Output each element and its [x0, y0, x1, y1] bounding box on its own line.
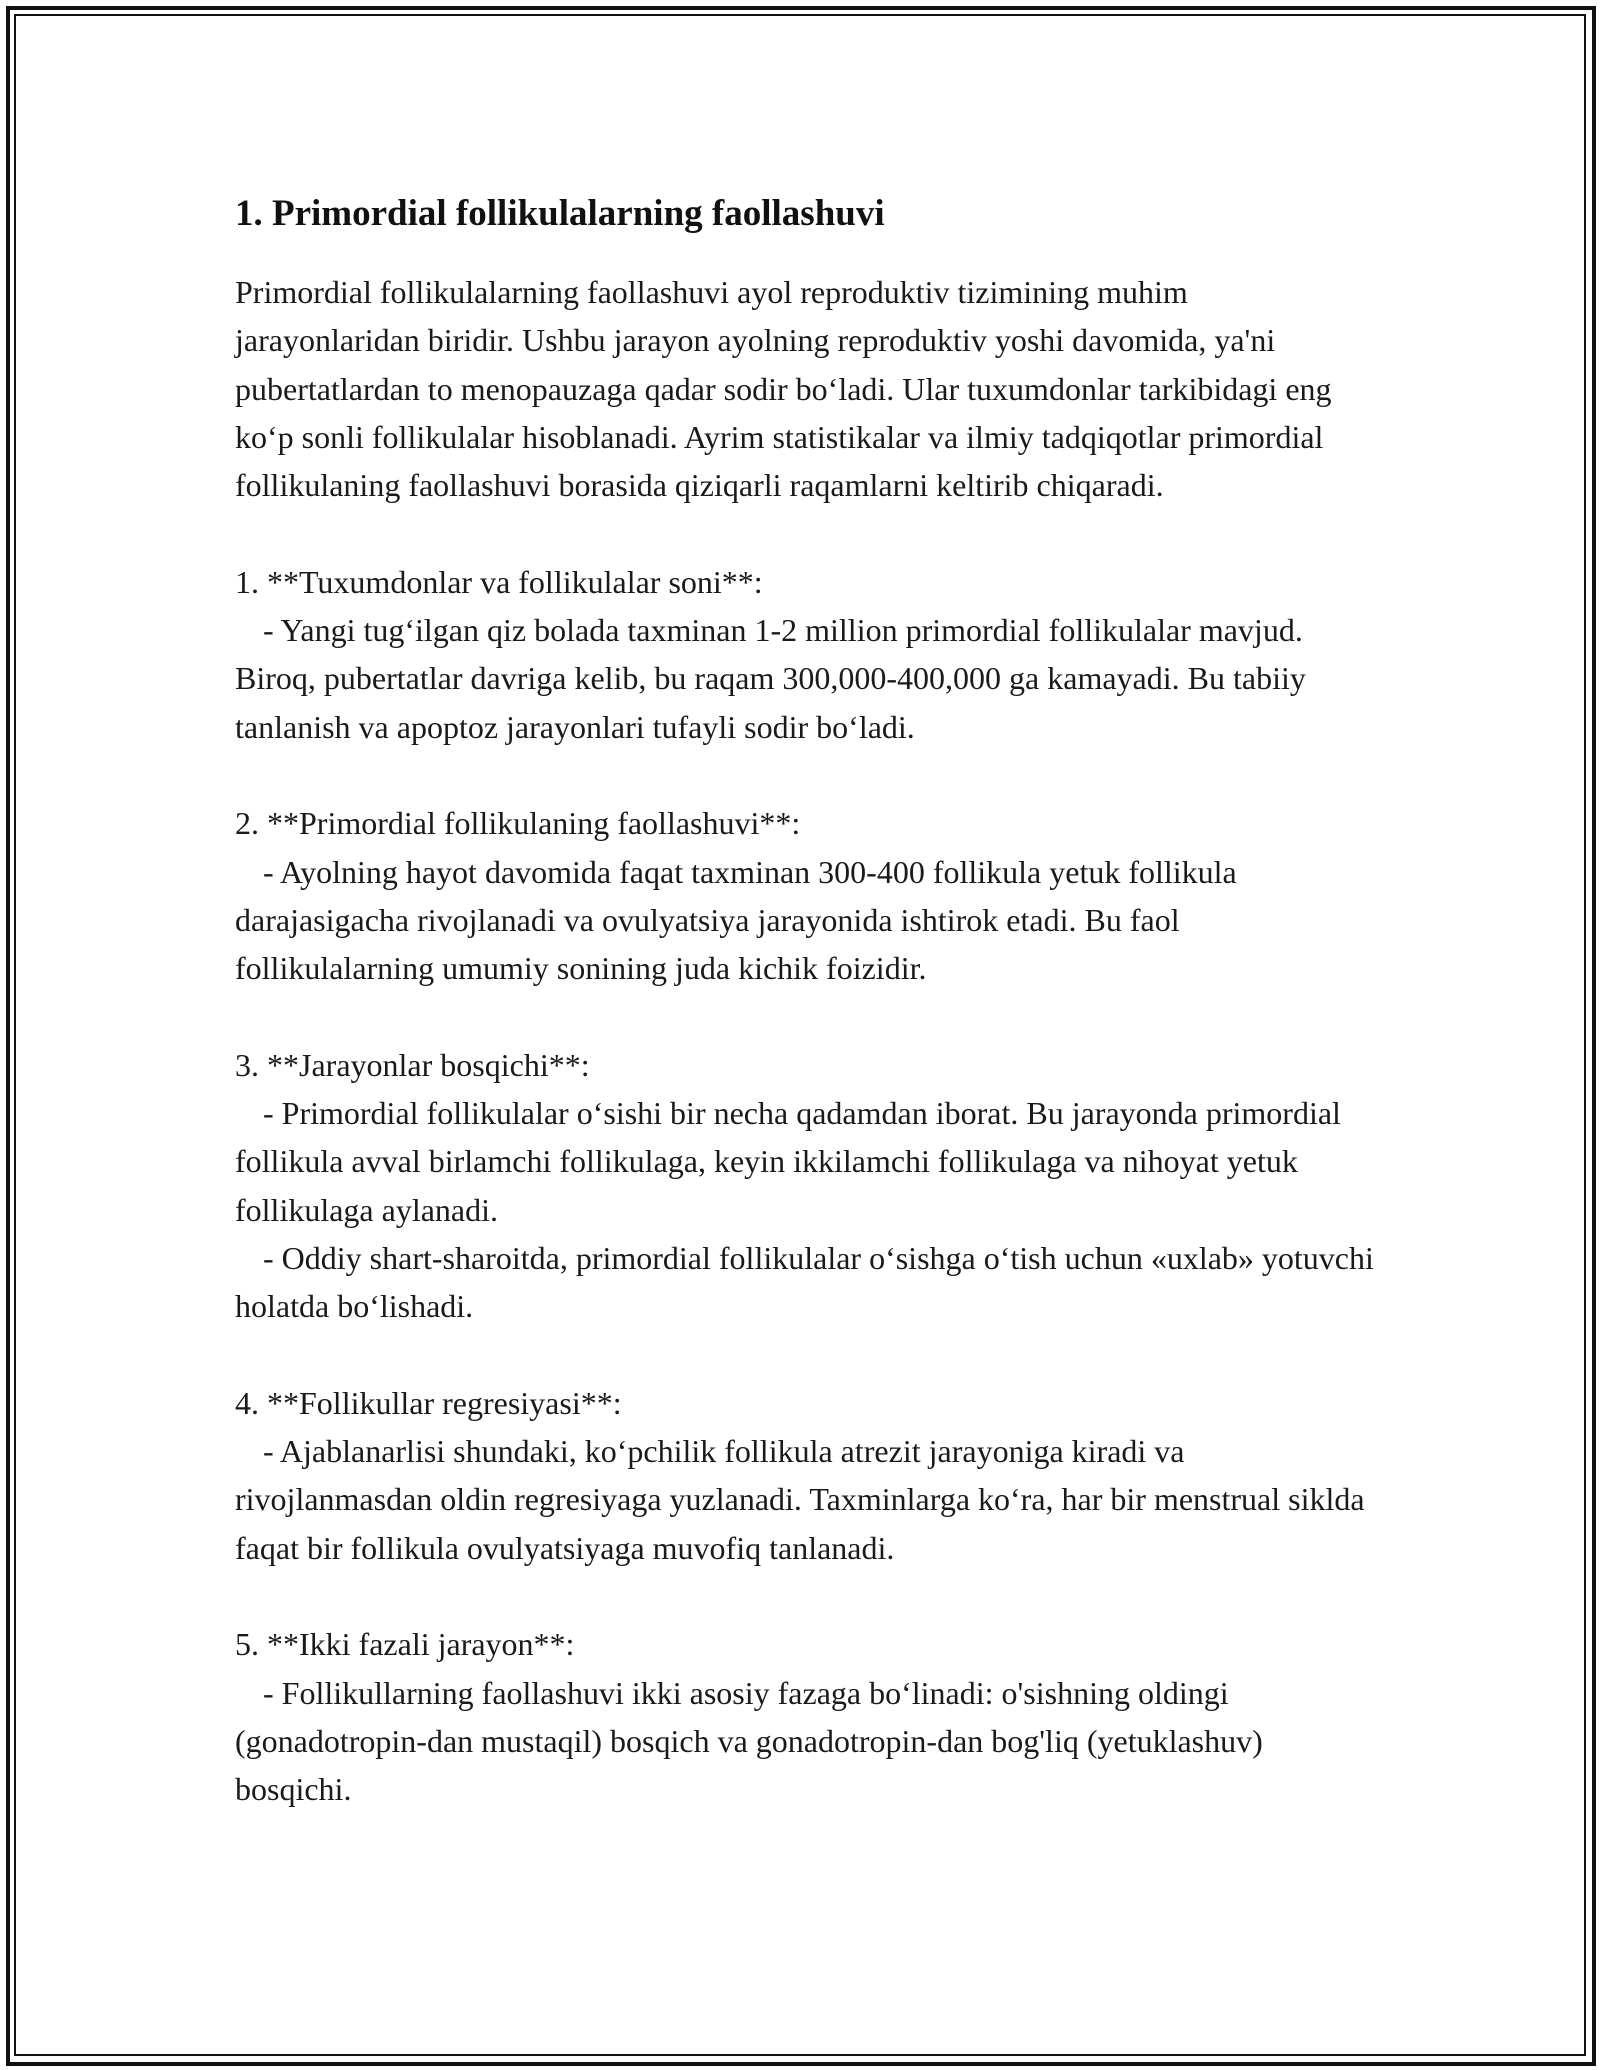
list-item-heading: 2. **Primordial follikulaning faollashuvi**:	[235, 805, 801, 842]
list-item-text: - Yangi tug‘ilgan qiz bolada taxminan 1-2 million primordial follikulalar mavjud. Biroq, pubertatlar davriga kelib, bu raqam 300,000-400,000 ga kamayadi. Bu tabiiy tanlanish va apoptoz jarayonlari tufayli sodir bo‘ladi.	[235, 612, 1306, 745]
list-item	[235, 1620, 1375, 1813]
spacer	[235, 1331, 1375, 1379]
document-body	[235, 186, 1375, 1814]
spacer	[235, 509, 1375, 557]
spacer	[235, 751, 1375, 799]
list-item-heading: 5. **Ikki fazali jarayon**:	[235, 1626, 575, 1663]
list-item-text: - Follikullarning faollashuvi ikki asosiy fazaga bo‘linadi: o'sishning oldingi (gonadotropin-dan mustaqil) bosqich va gonadotropin-dan bog'liq (yetuklashuv) bosqichi.	[235, 1674, 1263, 1808]
list-item	[235, 1379, 1375, 1572]
list-item-heading: 3. **Jarayonlar bosqichi**:	[235, 1046, 590, 1083]
spacer	[235, 1572, 1375, 1620]
list-item-text: - Primordial follikulalar o‘sishi bir necha qadamdan iborat. Bu jarayonda primordial follikula avval birlamchi follikulaga, keyin ikkilamchi follikulaga va nihoyat yetuk follikulaga aylanadi.	[235, 1095, 1341, 1228]
spacer	[235, 992, 1375, 1040]
list-item-text: - Ayolning hayot davomida faqat taxminan 300-400 follikula yetuk follikula darajasigacha rivojlanadi va ovulyatsiya jarayonida ishtirok etadi. Bu faol follikulalarning umumiy sonining juda kichik foizidir.	[235, 853, 1237, 987]
list-item-heading: 1. **Tuxumdonlar va follikulalar soni**:	[235, 563, 763, 600]
list-item	[235, 799, 1375, 992]
list-item-text: - Ajablanarlisi shundaki, ko‘pchilik follikula atrezit jarayoniga kiradi va rivojlanmasdan oldin regresiyaga yuzlanadi. Taxminlarga ko‘ra, har bir menstrual siklda faqat bir follikula ovulyatsiyaga muvofiq tanlanadi.	[235, 1433, 1365, 1566]
list-item	[235, 558, 1375, 751]
list-item-text: - Oddiy shart-sharoitda, primordial follikulalar o‘sishga o‘tish uchun «uxlab» yotuvchi holatda bo‘lishadi.	[235, 1239, 1374, 1325]
intro-paragraph: Primordial follikulalarning faollashuvi ayol reproduktiv tizimining muhim jarayonlaridan biridir. Ushbu jarayon ayolning reproduktiv yoshi davomida, ya'ni pubertatlardan to menopauzaga qadar sodir bo‘ladi. Ular tuxumdonlar tarkibidagi eng ko‘p sonli follikulalar hisoblanadi. Ayrim statistikalar va ilmiy tadqiqotlar primordial follikulaning faollashuvi borasida qiziqarli raqamlarni keltirib chiqaradi.	[235, 274, 1332, 504]
list-item-heading: 4. **Follikullar regresiyasi**:	[235, 1384, 622, 1421]
section-title: 1. Primordial follikulalarning faollashuvi	[235, 193, 885, 234]
list-item	[235, 1041, 1375, 1331]
